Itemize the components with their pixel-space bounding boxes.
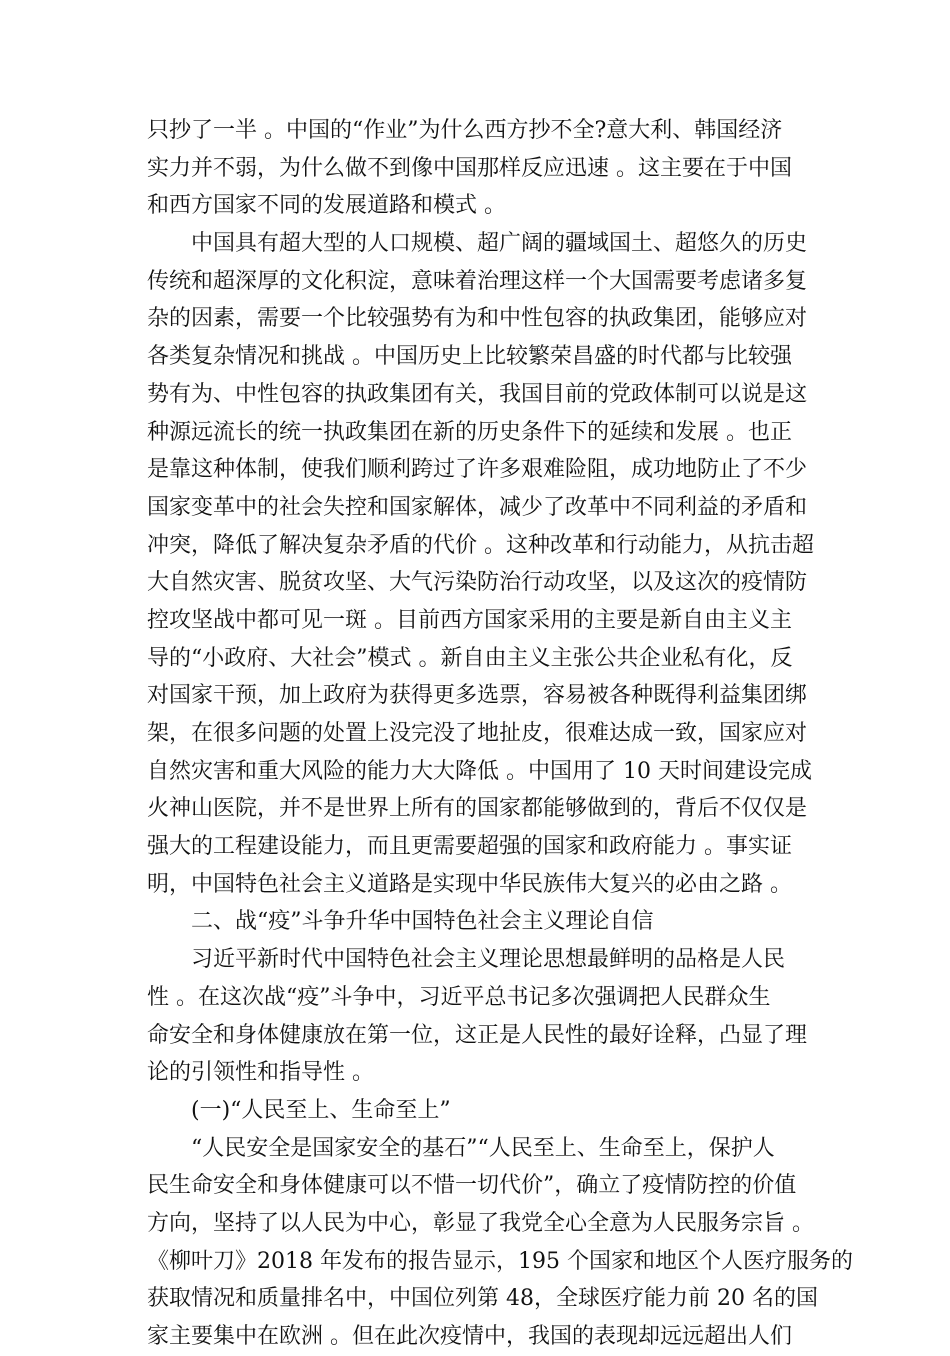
text-line: 种源远流长的统一执政集团在新的历史条件下的延续和发展 。也正 xyxy=(147,419,792,445)
text-line: 各类复杂情况和挑战 。中国历史上比较繁荣昌盛的时代都与比较强 xyxy=(147,344,792,370)
text-line: 势有为、中性包容的执政集团有关，我国目前的党政体制可以说是这 xyxy=(147,381,808,407)
text-line: 中国具有超大型的人口规模、超广阔的疆域国土、超悠久的历史 xyxy=(147,231,808,257)
text-line: 大自然灾害、脱贫攻坚、大气污染防治行动攻坚，以及这次的疫情防 xyxy=(147,570,808,596)
text-line: 习近平新时代中国特色社会主义理论思想最鲜明的品格是人民 xyxy=(147,947,786,973)
subsection-heading: (一)“人民至上、生命至上” xyxy=(147,1097,451,1123)
text-line: 实力并不弱，为什么做不到像中国那样反应迅速 。这主要在于中国 xyxy=(147,155,792,181)
text-line: 导的“小政府、大社会”模式 。新自由主义主张公共企业私有化，反 xyxy=(147,645,793,671)
text-line: 是靠这种体制，使我们顺利跨过了许多艰难险阻，成功地防止了不少 xyxy=(147,457,808,483)
text-line: 火神山医院，并不是世界上所有的国家都能够做到的，背后不仅仅是 xyxy=(147,796,808,822)
text-line: 传统和超深厚的文化积淀，意味着治理这样一个大国需要考虑诸多复 xyxy=(147,268,808,294)
text-line: “人民安全是国家安全的基石”“人民至上、生命至上，保护人 xyxy=(147,1135,775,1161)
text-line: 控攻坚战中都可见一斑 。目前西方国家采用的主要是新自由主义主 xyxy=(147,607,792,633)
text-line: 民生命安全和身体健康可以不惜一切代价”，确立了疫情防控的价值 xyxy=(147,1173,797,1199)
section-heading: 二、战“疫”斗争升华中国特色社会主义理论自信 xyxy=(147,909,654,935)
text-line: 杂的因素，需要一个比较强势有为和中性包容的执政集团，能够应对 xyxy=(147,306,808,332)
text-line: 《柳叶刀》2018 年发布的报告显示，195 个国家和地区个人医疗服务的 xyxy=(147,1248,853,1274)
text-line: 和西方国家不同的发展道路和模式 。 xyxy=(147,193,506,219)
text-line: 获取情况和质量排名中，中国位列第 48，全球医疗能力前 20 名的国 xyxy=(147,1286,818,1312)
text-line: 冲突，降低了解决复杂矛盾的代价 。这种改革和行动能力，从抗击超 xyxy=(147,532,814,558)
text-line: 方向，坚持了以人民为中心，彰显了我党全心全意为人民服务宗旨 。 xyxy=(147,1210,814,1236)
text-line: 家主要集中在欧洲 。但在此次疫情中，我国的表现却远远超出人们 xyxy=(147,1324,792,1349)
text-line: 明，中国特色社会主义道路是实现中华民族伟大复兴的必由之路 。 xyxy=(147,871,792,897)
text-line: 只抄了一半 。中国的“作业”为什么西方抄不全?意大利、韩国经济 xyxy=(147,118,783,143)
text-line: 架，在很多问题的处置上没完没了地扯皮，很难达成一致，国家应对 xyxy=(147,721,808,746)
text-line: 命安全和身体健康放在第一位，这正是人民性的最好诠释，凸显了理 xyxy=(147,1022,808,1048)
text-line: 国家变革中的社会失控和国家解体，减少了改革中不同利益的矛盾和 xyxy=(147,494,808,520)
text-line: 对国家干预，加上政府为获得更多选票，容易被各种既得利益集团绑 xyxy=(147,683,808,709)
text-line: 强大的工程建设能力，而且更需要超强的国家和政府能力 。事实证 xyxy=(147,834,792,860)
text-line: 论的引领性和指导性 。 xyxy=(147,1060,374,1086)
text-line: 性 。在这次战“疫”斗争中，习近平总书记多次强调把人民群众生 xyxy=(147,984,771,1010)
text-line: 自然灾害和重大风险的能力大大降低 。中国用了 10 天时间建设完成 xyxy=(147,758,812,784)
document-page xyxy=(147,112,853,1356)
